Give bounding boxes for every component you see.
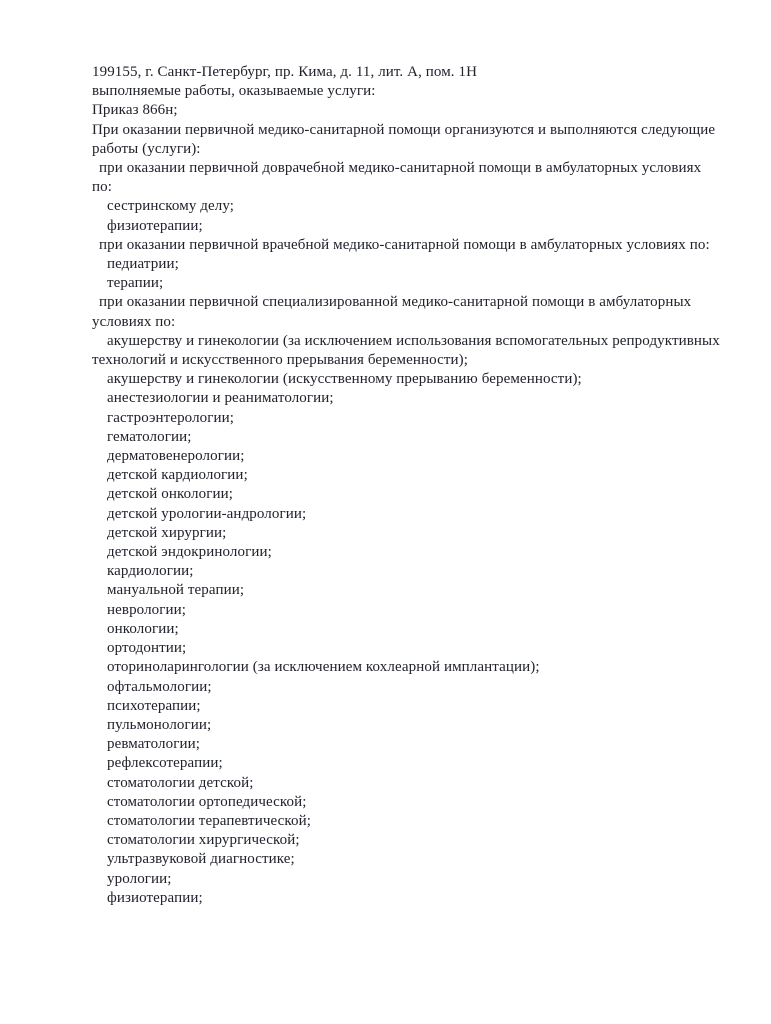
document-line: стоматологии ортопедической; (107, 793, 307, 810)
document-line: ревматологии; (107, 736, 200, 753)
document-line: 199155, г. Санкт-Петербург, пр. Кима, д. 11, лит. А, пом. 1Н (92, 64, 478, 80)
document-line: условиях по: (92, 313, 176, 330)
document-line: терапии; (107, 275, 164, 292)
document-line: гематологии; (107, 428, 192, 445)
document-line: детской эндокринологии; (107, 544, 272, 561)
document-line: анестезиологии и реаниматологии; (107, 390, 334, 407)
document-line: выполняемые работы, оказываемые услуги: (92, 83, 376, 100)
document-line: психотерапии; (107, 697, 201, 714)
document-line: при оказании первичной специализированной медико-санитарной помощи в амбулаторных (99, 294, 692, 311)
document-line: мануальной терапии; (107, 582, 245, 599)
document-line: стоматологии детской; (107, 774, 254, 791)
document-line: технологий и искусственного прерывания беременности); (92, 352, 468, 369)
document-line: при оказании первичной врачебной медико-санитарной помощи в амбулаторных условиях по: (99, 236, 710, 253)
document-line: стоматологии терапевтической; (107, 812, 311, 829)
document-line: детской хирургии; (107, 524, 227, 541)
document-line: ультразвуковой диагностике; (107, 851, 295, 868)
document-line: пульмонологии; (107, 716, 212, 733)
document-line: сестринскому делу; (107, 198, 235, 215)
document-line: онкологии; (107, 620, 179, 637)
document-line: по: (92, 179, 112, 196)
document-line: неврологии; (107, 601, 187, 618)
document-line: офтальмологии; (107, 678, 212, 695)
document-line: Приказ 866н; (92, 102, 178, 119)
document-line: детской онкологии; (107, 486, 234, 503)
document-line: работы (услуги): (92, 140, 201, 157)
document-line: дерматовенерологии; (107, 448, 245, 465)
document-line: педиатрии; (107, 256, 179, 273)
document-line: акушерству и гинекологии (искусственному прерыванию беременности); (107, 371, 582, 388)
document-line: ортодонтии; (107, 640, 187, 657)
document-line: урологии; (107, 870, 172, 887)
document-line: акушерству и гинекологии (за исключением использования вспомогательных репродуктивных (107, 332, 720, 349)
document-line: кардиологии; (107, 563, 194, 580)
document-line: при оказании первичной доврачебной медико-санитарной помощи в амбулаторных условиях (99, 160, 702, 177)
document-body (92, 63, 744, 908)
document-line: детской урологии-андрологии; (107, 505, 307, 522)
document-line: физиотерапии; (107, 889, 203, 906)
document-line: При оказании первичной медико-санитарной помощи организуются и выполняются следующие (92, 121, 716, 138)
document-line: детской кардиологии; (107, 467, 248, 484)
document-line: физиотерапии; (107, 217, 203, 234)
document-line: гастроэнтерологии; (107, 409, 235, 426)
document-line: рефлексотерапии; (107, 755, 223, 772)
document-line: стоматологии хирургической; (107, 832, 300, 849)
document-line: оториноларингологии (за исключением кохлеарной имплантации); (107, 659, 540, 676)
